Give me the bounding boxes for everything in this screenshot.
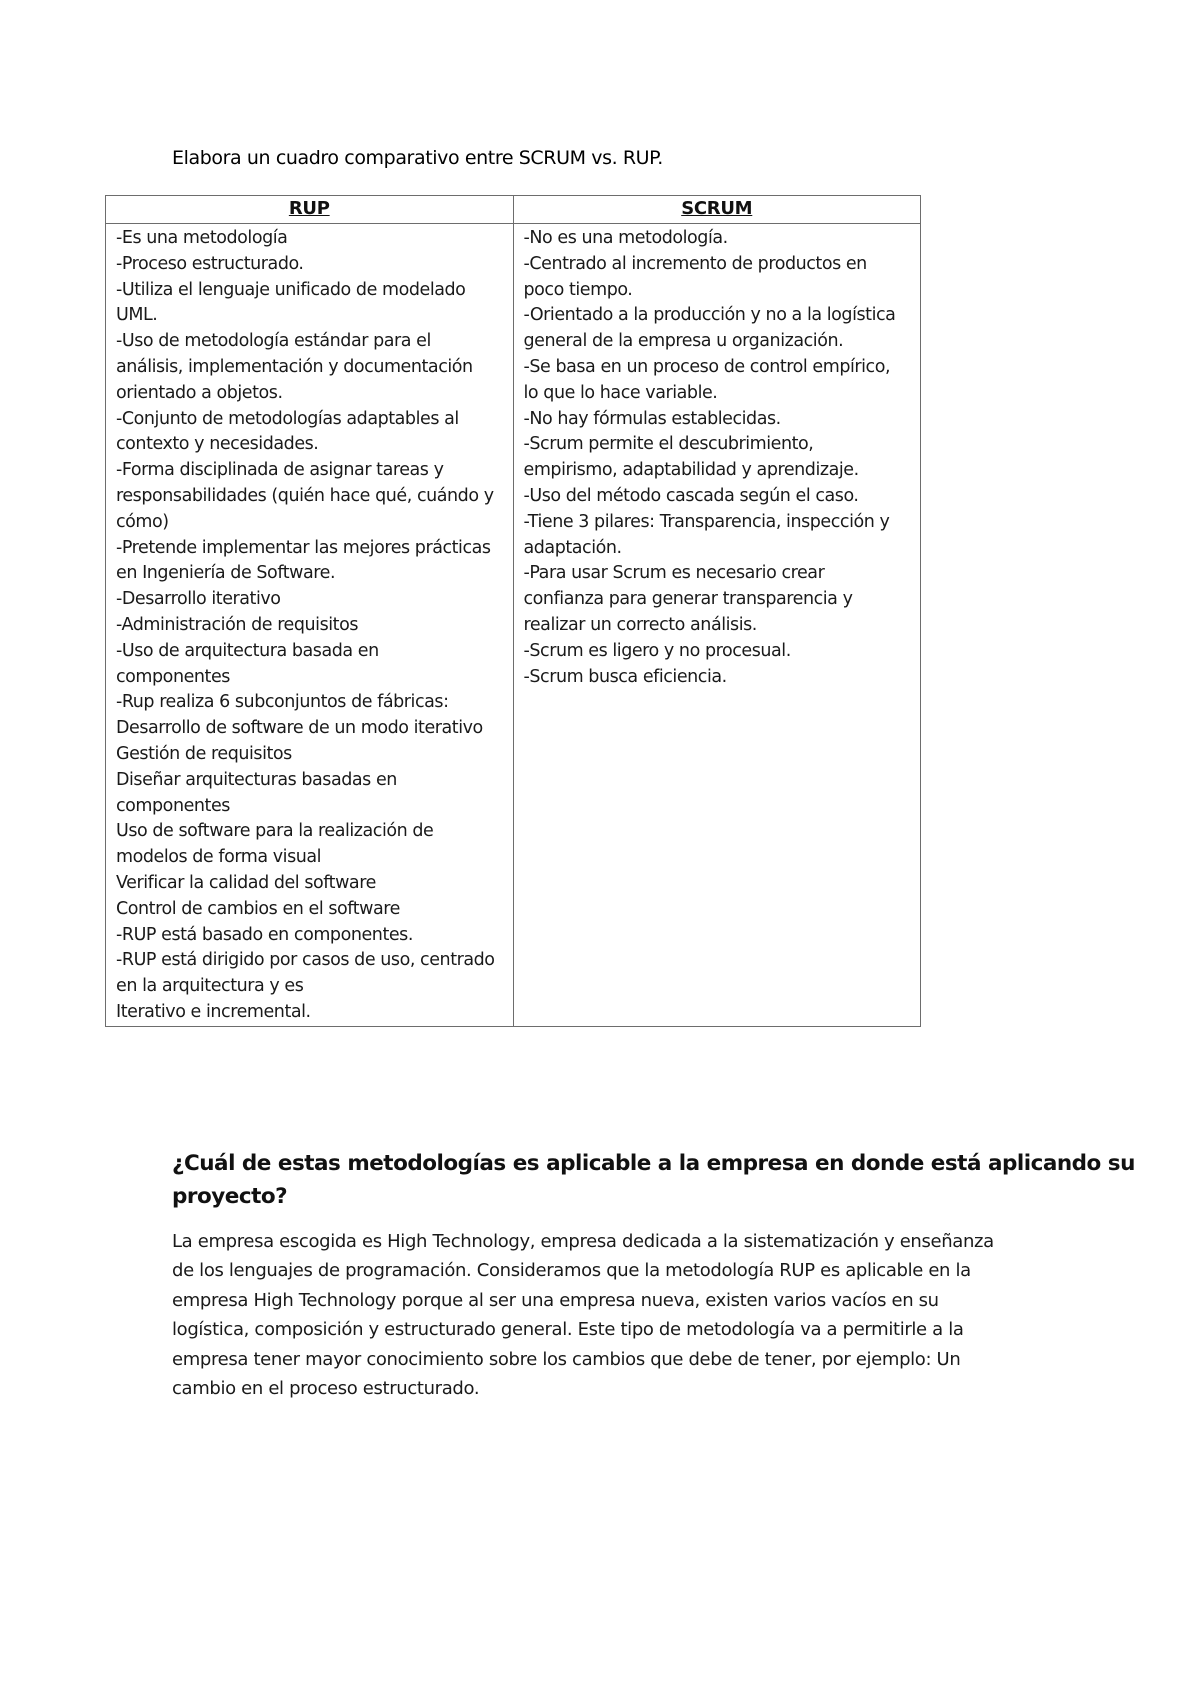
rup-line: Control de cambios en el software: [116, 898, 400, 919]
scrum-cell: [513, 224, 921, 1027]
rup-line: Gestión de requisitos: [116, 743, 292, 764]
answer-line: empresa High Technology porque al ser una empresa nueva, existen varios vacíos en su: [172, 1289, 939, 1311]
rup-line: -Desarrollo iterativo: [116, 589, 281, 610]
column-header-scrum: SCRUM: [513, 196, 921, 224]
comparison-table: [105, 195, 921, 1027]
scrum-line: -Centrado al incremento de productos en: [523, 253, 867, 274]
scrum-lines: [524, 226, 911, 690]
scrum-line: poco tiempo.: [523, 279, 633, 300]
rup-lines: [116, 226, 503, 1026]
answer-line: La empresa escogida es High Technology, empresa dedicada a la sistematización y enseñanza: [172, 1231, 994, 1252]
rup-line: -Conjunto de metodologías adaptables al: [116, 408, 459, 429]
answer-line: empresa tener mayor conocimiento sobre los cambios que debe de tener, por ejemplo: Un: [172, 1348, 961, 1370]
scrum-line: -No es una metodología.: [523, 228, 728, 248]
table-header-row: [106, 196, 921, 224]
scrum-line: realizar un correcto análisis.: [523, 614, 757, 635]
rup-line: -Pretende implementar las mejores prácticas: [116, 537, 491, 558]
question-line: proyecto?: [172, 1184, 288, 1209]
table-row: [106, 224, 921, 1027]
rup-line: -Rup realiza 6 subconjuntos de fábricas:: [116, 692, 449, 713]
rup-line: componentes: [116, 666, 230, 687]
rup-line: -Forma disciplinada de asignar tareas y: [116, 460, 444, 481]
scrum-line: empirismo, adaptabilidad y aprendizaje.: [523, 460, 859, 481]
scrum-line: -Scrum busca eficiencia.: [523, 666, 727, 687]
answer-line: logística, composición y estructurado general. Este tipo de metodología va a permitirle a la: [172, 1319, 964, 1341]
scrum-line: confianza para generar transparencia y: [523, 589, 853, 610]
rup-cell: [106, 224, 514, 1027]
rup-line: UML.: [116, 305, 158, 326]
rup-line: -Utiliza el lenguaje unificado de modelado: [116, 279, 466, 300]
answer-line: de los lenguajes de programación. Consideramos que la metodología RUP es aplicable en la: [172, 1260, 971, 1282]
rup-line: modelos de forma visual: [116, 847, 322, 868]
scrum-line: -Tiene 3 pilares: Transparencia, inspección y: [523, 511, 890, 532]
answer-line: cambio en el proceso estructurado.: [172, 1378, 480, 1400]
rup-line: -RUP está basado en componentes.: [116, 924, 413, 945]
answer-paragraph: [172, 1227, 1052, 1403]
rup-line: contexto y necesidades.: [116, 434, 319, 455]
rup-line: -RUP está dirigido por casos de uso, centrado: [116, 950, 495, 971]
scrum-line: -No hay fórmulas establecidas.: [523, 408, 781, 429]
rup-line: Verificar la calidad del software: [116, 872, 376, 893]
rup-line: Desarrollo de software de un modo iterativo: [116, 718, 483, 739]
question-line: ¿Cuál de estas metodologías es aplicable a la empresa en donde está aplicando su: [172, 1151, 1135, 1176]
rup-line: orientado a objetos.: [116, 382, 283, 403]
scrum-line: adaptación.: [523, 537, 622, 558]
rup-line: -Uso de metodología estándar para el: [116, 331, 431, 352]
question-heading: [172, 1147, 1135, 1213]
rup-line: Uso de software para la realización de: [116, 821, 434, 842]
rup-line: Diseñar arquitecturas basadas en: [116, 769, 397, 790]
scrum-line: -Para usar Scrum es necesario crear: [523, 563, 825, 584]
rup-line: responsabilidades (quién hace qué, cuándo y: [116, 485, 494, 506]
rup-line: análisis, implementación y documentación: [116, 356, 473, 377]
scrum-line: -Scrum es ligero y no procesual.: [523, 640, 791, 661]
rup-line: -Proceso estructurado.: [116, 253, 304, 274]
rup-line: Iterativo e incremental.: [116, 1001, 311, 1022]
scrum-line: general de la empresa u organización.: [523, 331, 844, 352]
column-header-rup: RUP: [106, 196, 514, 224]
scrum-line: -Uso del método cascada según el caso.: [523, 485, 859, 506]
scrum-line: lo que lo hace variable.: [523, 382, 718, 403]
rup-line: -Es una metodología: [116, 228, 288, 248]
rup-line: en Ingeniería de Software.: [116, 563, 336, 584]
page-heading: Elabora un cuadro comparativo entre SCRUM vs. RUP.: [172, 147, 663, 169]
scrum-line: -Scrum permite el descubrimiento,: [523, 434, 814, 455]
rup-line: -Administración de requisitos: [116, 614, 358, 635]
scrum-line: -Orientado a la producción y no a la logística: [523, 305, 896, 326]
rup-line: cómo): [116, 511, 169, 532]
scrum-line: -Se basa en un proceso de control empírico,: [523, 356, 891, 377]
rup-line: en la arquitectura y es: [116, 976, 304, 997]
rup-line: componentes: [116, 795, 230, 816]
rup-line: -Uso de arquitectura basada en: [116, 640, 379, 661]
